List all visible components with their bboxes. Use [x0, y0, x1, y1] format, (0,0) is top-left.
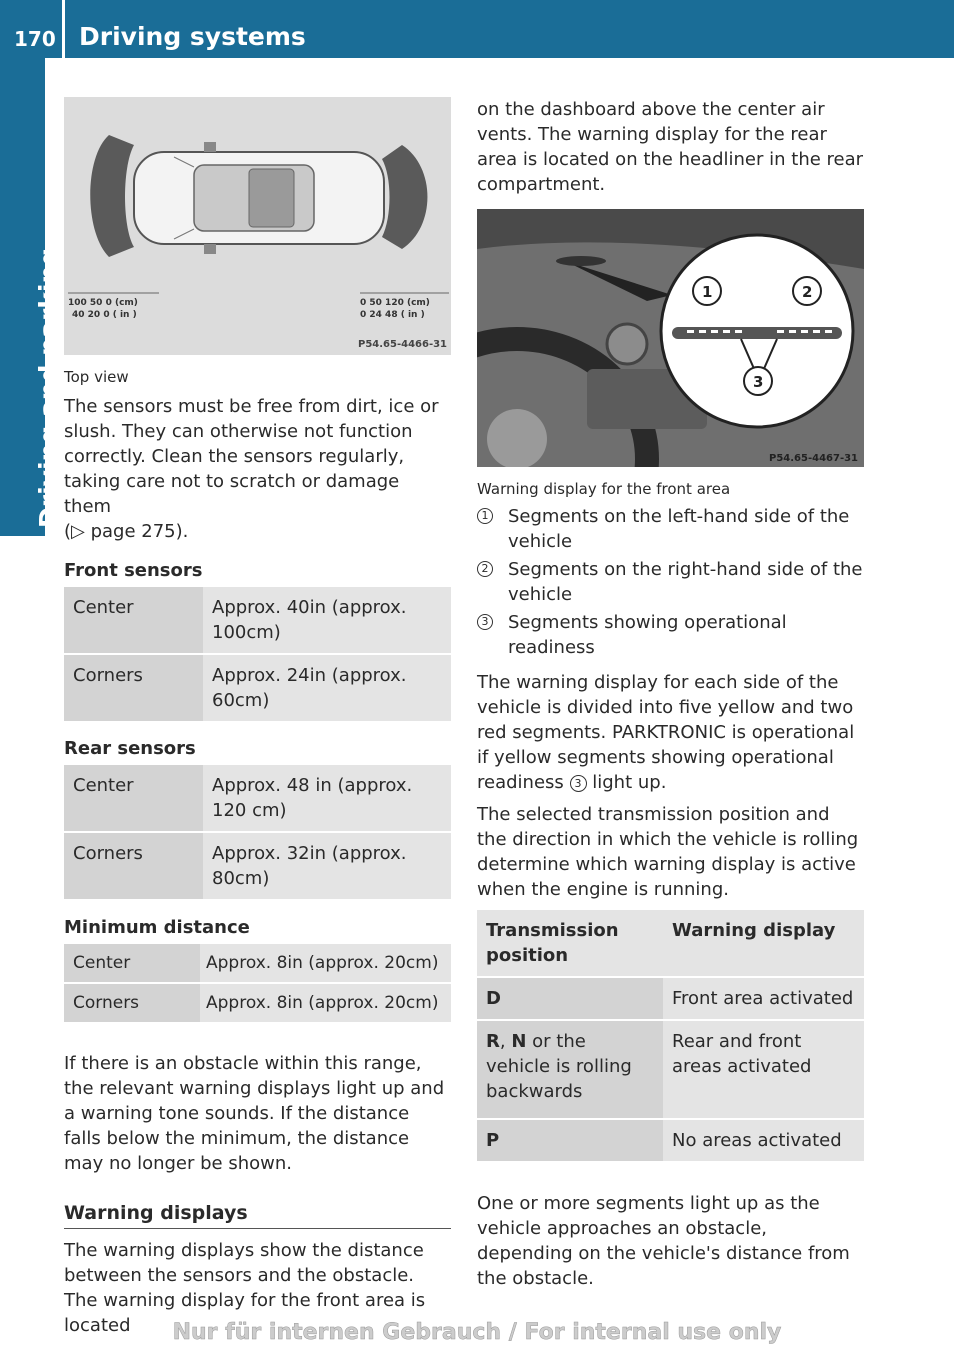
list-item: [477, 504, 864, 554]
continued-paragraph: on the dashboard above the center air vents. The warning display for the rear area is located on the headliner in the rear compartment.: [477, 99, 864, 195]
scale-left-row2: 40 20 0 ( in ): [72, 310, 137, 320]
right-column: [477, 97, 864, 1291]
table-header-row: [477, 910, 864, 977]
top-view-caption: Top view: [64, 368, 129, 386]
header-divider: [62, 0, 65, 58]
sensor-intro: [64, 394, 451, 544]
table-cell-label: Corners: [64, 983, 200, 1023]
marker-1: 1: [702, 283, 713, 301]
warning-displays-paragraph: The warning displays show the distance between the sensors and the obstacle. The warning display for the front area is located: [64, 1240, 426, 1336]
table-cell-value: Approx. 8in (approx. 20cm): [200, 983, 451, 1023]
transmission-table: [477, 910, 864, 1163]
segments-text-end: light up.: [592, 772, 667, 793]
table-cell-position: [477, 1020, 663, 1119]
transmission-paragraph: The selected transmission position and the direction in which the vehicle is rolling determine which warning display is active when the engine is running.: [477, 804, 859, 900]
gear-r: R: [486, 1031, 500, 1052]
list-item: [477, 610, 864, 660]
scale-right-row1: 0 50 120 (cm): [360, 298, 430, 308]
legend-number: 2: [477, 561, 493, 577]
front-display-caption: Warning display for the front area: [477, 480, 731, 498]
gear-rest: or the vehicle is rolling backwards: [486, 1031, 632, 1102]
rear-sensors-table: [64, 765, 451, 901]
gear-separator: ,: [499, 1031, 512, 1052]
illustration-ref-code: P54.65-4467-31: [769, 453, 859, 464]
table-cell-label: Center: [64, 765, 203, 832]
table-header-position: Transmission position: [477, 910, 663, 977]
front-sensors-heading: Front sensors: [64, 560, 203, 581]
page-header: [0, 0, 954, 58]
page-reference-link[interactable]: (▷ page 275).: [64, 521, 189, 542]
table-row: [64, 832, 451, 900]
side-tab-label: Driving and parking: [34, 247, 63, 528]
table-cell-label: Corners: [64, 832, 203, 900]
marker-2: 2: [802, 283, 813, 301]
top-view-illustration: [64, 97, 451, 355]
front-display-illustration: [477, 209, 864, 467]
table-cell-value: Approx. 32in (approx. 80cm): [203, 832, 451, 900]
legend-text: Segments on the right-hand side of the vehicle: [508, 559, 863, 605]
table-cell-value: Approx. 8in (approx. 20cm): [200, 944, 451, 983]
table-header-display: Warning display: [663, 910, 864, 977]
table-cell-display: Rear and front areas activated: [663, 1020, 864, 1119]
table-cell-position: P: [477, 1119, 663, 1162]
dashboard-svg: [477, 209, 864, 467]
segments-paragraph: [477, 670, 864, 795]
table-cell-value: Approx. 40in (approx. 100cm): [203, 587, 451, 654]
table-cell-label: Center: [64, 587, 203, 654]
car-top-view-svg: [64, 97, 451, 355]
table-row: [64, 765, 451, 832]
scale-right-row2: 0 24 48 ( in ): [360, 310, 425, 320]
table-cell-display: No areas activated: [663, 1119, 864, 1162]
inline-marker: 3: [570, 775, 587, 792]
scale-left-row1: 100 50 0 (cm): [68, 298, 138, 308]
obstacle-paragraph: If there is an obstacle within this range, the relevant warning displays light up and a warning tone sounds. If the distance falls below the minimum, the distance may no longer be shown.: [64, 1053, 445, 1174]
legend-number: 1: [477, 508, 493, 524]
table-row: [64, 944, 451, 983]
table-row: [64, 587, 451, 654]
legend-number: 3: [477, 614, 493, 630]
table-row: [64, 654, 451, 722]
footer-watermark: Nur für internen Gebrauch / For internal use only: [172, 1320, 782, 1345]
list-item: [477, 557, 864, 607]
rear-sensors-heading: Rear sensors: [64, 738, 196, 759]
table-cell-value: Approx. 24in (approx. 60cm): [203, 654, 451, 722]
side-tab: [0, 58, 63, 536]
closing-paragraph: One or more segments light up as the vehicle approaches an obstacle, depending on the vehicle's distance from the obstacle.: [477, 1193, 850, 1289]
table-row: [477, 1020, 864, 1119]
table-row: [477, 1119, 864, 1162]
sensor-intro-text: The sensors must be free from dirt, ice or slush. They can otherwise not function correctly. Clean the sensors regularly, taking care not to scratch or damage them: [64, 396, 439, 517]
gear-n: N: [511, 1031, 527, 1052]
minimum-distance-heading: Minimum distance: [64, 917, 250, 938]
legend-list: [477, 504, 864, 660]
table-cell-display: Front area activated: [663, 977, 864, 1020]
legend-text: Segments showing operational readiness: [508, 612, 787, 658]
front-sensors-table: [64, 587, 451, 723]
table-cell-label: Corners: [64, 654, 203, 722]
table-row: [64, 983, 451, 1023]
table-cell-position: D: [477, 977, 663, 1020]
legend-text: Segments on the left-hand side of the vehicle: [508, 506, 850, 552]
table-cell-value: Approx. 48 in (approx. 120 cm): [203, 765, 451, 832]
page-number: 170: [14, 27, 56, 51]
table-row: [477, 977, 864, 1020]
minimum-distance-table: [64, 944, 451, 1024]
marker-3: 3: [753, 373, 764, 391]
section-title: Driving systems: [79, 22, 306, 51]
segments-text: The warning display for each side of the vehicle is divided into five yellow and two red segments. PARKTRONIC is operational if yellow segments showing operational readiness: [477, 672, 855, 793]
table-cell-label: Center: [64, 944, 200, 983]
left-column: [64, 97, 451, 1338]
illustration-ref-code: P54.65-4466-31: [358, 339, 448, 350]
warning-displays-heading: Warning displays: [64, 1202, 451, 1229]
